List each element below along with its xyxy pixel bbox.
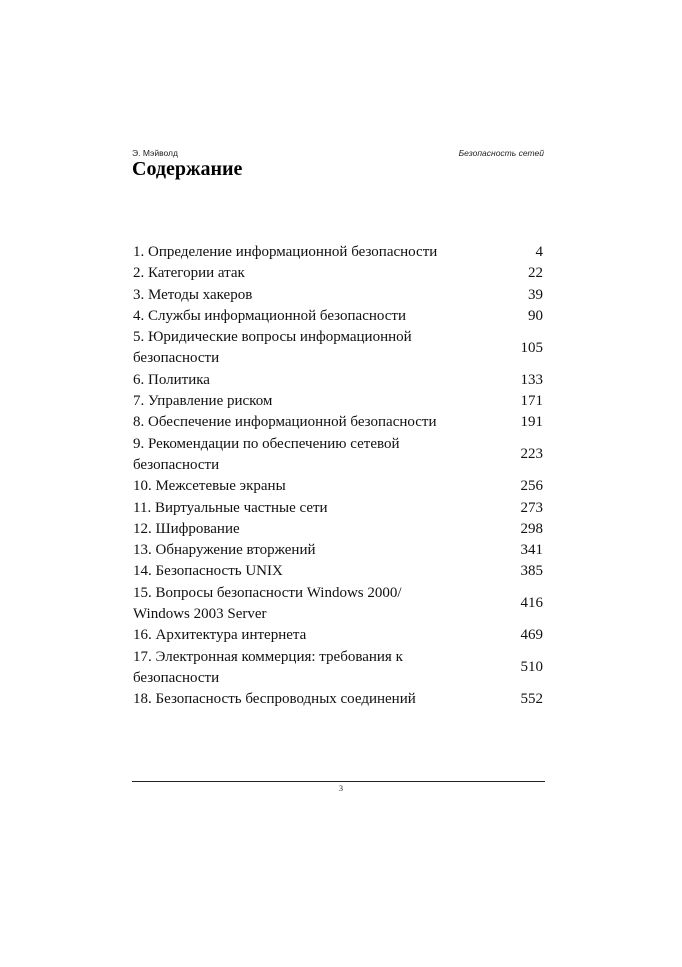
toc-entry-title: 10. Межсетевые экраны — [133, 478, 286, 495]
toc-entry-page: 341 — [520, 542, 543, 559]
toc-entry-title: 16. Архитектура интернета — [133, 627, 307, 644]
toc-entry-title: 8. Обеспечение информационной безопасности — [133, 414, 437, 431]
toc-entry-title: 5. Юридические вопросы информационной безопасности — [133, 329, 412, 367]
running-header-author: Э. Мэйволд — [132, 148, 178, 158]
toc-entry-page: 90 — [528, 307, 543, 324]
toc-entry-title: 15. Вопросы безопасности Windows 2000/ Windows 2003 Server — [133, 584, 402, 623]
toc-entry[interactable] — [133, 285, 543, 306]
toc-entry[interactable] — [133, 540, 543, 561]
page-title: Содержание — [132, 158, 243, 180]
toc-entry-page: 416 — [520, 595, 543, 612]
toc-entry-page: 273 — [520, 499, 543, 516]
toc-entry-title: 9. Рекомендации по обеспечению сетевой безопасности — [133, 435, 400, 473]
toc-entry-title: 2. Категории атак — [133, 265, 245, 282]
toc-entry[interactable] — [133, 476, 543, 497]
toc-entry[interactable] — [133, 561, 543, 582]
toc-entry-page: 510 — [520, 659, 543, 676]
toc-entry-page: 39 — [528, 286, 543, 303]
toc-entry-title: 12. Шифрование — [133, 520, 240, 537]
toc-entry[interactable] — [133, 391, 543, 412]
toc-entry-page: 133 — [520, 371, 543, 388]
toc-entry-page: 469 — [520, 627, 543, 644]
toc-entry-title: 14. Безопасность UNIX — [133, 563, 283, 580]
toc-entry-title: 3. Методы хакеров — [133, 286, 253, 303]
toc-entry[interactable] — [133, 647, 543, 690]
toc-entry[interactable] — [133, 412, 543, 433]
toc-entry-title: 6. Политика — [133, 371, 210, 388]
toc-entry-title: 1. Определение информационной безопасности — [133, 244, 438, 260]
toc-entry-page: 385 — [520, 563, 543, 580]
toc-entry-title: 4. Службы информационной безопасности — [133, 307, 406, 324]
toc-entry[interactable] — [133, 242, 543, 263]
toc-entry-page: 171 — [520, 393, 543, 410]
toc-entry[interactable] — [133, 498, 543, 519]
toc-entry[interactable] — [133, 434, 543, 477]
toc-entry-page: 105 — [520, 339, 543, 356]
toc-entry[interactable] — [133, 263, 543, 284]
toc-entry-page: 552 — [520, 691, 543, 708]
toc-entry-title: 11. Виртуальные частные сети — [133, 499, 328, 516]
toc-entry-page: 256 — [520, 478, 543, 495]
toc-entry-title: 17. Электронная коммерция: требования к безопасности — [133, 648, 403, 686]
toc-entry-page: 298 — [520, 520, 543, 537]
toc-entry[interactable] — [133, 519, 543, 540]
toc-entry[interactable] — [133, 327, 543, 370]
toc-entry-title: 18. Безопасность беспроводных соединений — [133, 691, 416, 708]
toc-entry-title: 13. Обнаружение вторжений — [133, 542, 316, 559]
toc-entry[interactable] — [133, 306, 543, 327]
table-of-contents — [133, 242, 543, 711]
page-number: 3 — [339, 784, 343, 793]
toc-entry[interactable] — [133, 689, 543, 710]
toc-entry[interactable] — [133, 625, 543, 646]
toc-entry[interactable] — [133, 583, 543, 626]
toc-entry-page: 223 — [520, 446, 543, 463]
running-header-book-title: Безопасность сетей — [458, 148, 544, 158]
toc-entry[interactable] — [133, 370, 543, 391]
toc-entry-page: 22 — [528, 265, 543, 282]
toc-entry-page: 191 — [520, 414, 543, 431]
toc-entry-page: 4 — [535, 244, 543, 260]
toc-entry-title: 7. Управление риском — [133, 393, 273, 410]
footer-divider — [132, 781, 545, 782]
